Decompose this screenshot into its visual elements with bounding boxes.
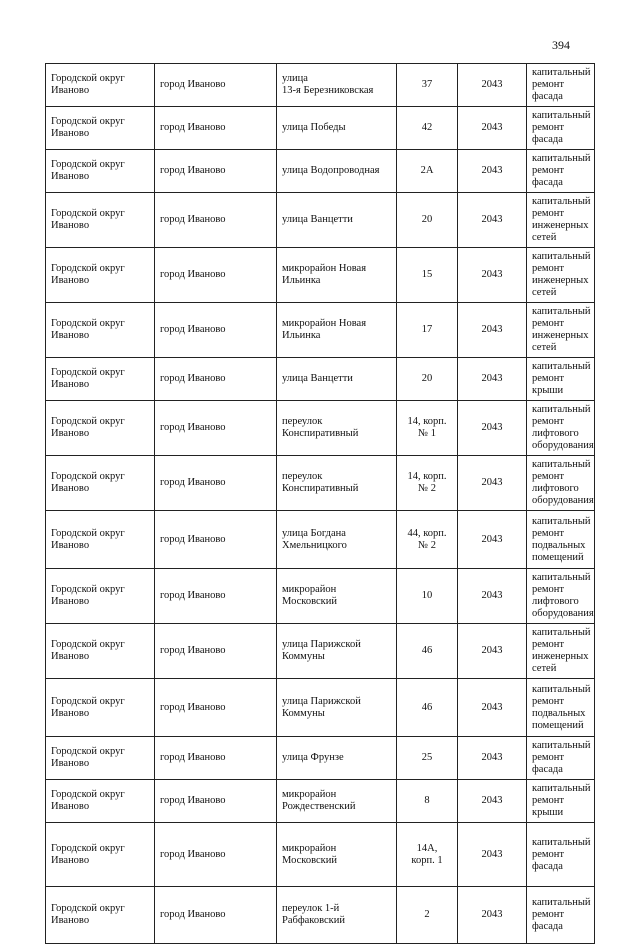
cell-street: улица Парижской Коммуны <box>277 679 397 737</box>
cell-house-number: 25 <box>397 737 458 780</box>
cell-work-type: капитальный ремонт фасада <box>527 107 595 150</box>
cell-district: Городской округ Иваново <box>46 511 155 569</box>
cell-house-number: 2А <box>397 150 458 193</box>
table-row <box>46 511 595 569</box>
cell-year: 2043 <box>458 624 527 679</box>
table-row <box>46 64 595 107</box>
cell-district: Городской округ Иваново <box>46 679 155 737</box>
cell-district: Городской округ Иваново <box>46 569 155 624</box>
table-row <box>46 401 595 456</box>
table-row <box>46 823 595 887</box>
cell-year: 2043 <box>458 456 527 511</box>
cell-district: Городской округ Иваново <box>46 64 155 107</box>
cell-district: Городской округ Иваново <box>46 303 155 358</box>
cell-house-number: 20 <box>397 358 458 401</box>
cell-house-number: 15 <box>397 248 458 303</box>
cell-city: город Иваново <box>155 624 277 679</box>
table-row <box>46 303 595 358</box>
cell-city: город Иваново <box>155 569 277 624</box>
cell-work-type: капитальный ремонт инженерных сетей <box>527 624 595 679</box>
cell-house-number: 14, корп. № 2 <box>397 456 458 511</box>
cell-house-number: 10 <box>397 569 458 624</box>
cell-house-number: 46 <box>397 624 458 679</box>
table-row <box>46 248 595 303</box>
cell-house-number: 42 <box>397 107 458 150</box>
cell-city: город Иваново <box>155 780 277 823</box>
cell-year: 2043 <box>458 823 527 887</box>
table-row <box>46 569 595 624</box>
table-row <box>46 780 595 823</box>
cell-work-type: капитальный ремонт фасада <box>527 64 595 107</box>
cell-district: Городской округ Иваново <box>46 456 155 511</box>
table-row <box>46 358 595 401</box>
table-row <box>46 887 595 944</box>
cell-district: Городской округ Иваново <box>46 248 155 303</box>
cell-work-type: капитальный ремонт инженерных сетей <box>527 303 595 358</box>
cell-district: Городской округ Иваново <box>46 193 155 248</box>
cell-work-type: капитальный ремонт инженерных сетей <box>527 193 595 248</box>
cell-work-type: капитальный ремонт фасада <box>527 737 595 780</box>
cell-street: улица Победы <box>277 107 397 150</box>
cell-city: город Иваново <box>155 511 277 569</box>
cell-street: микрорайон Новая Ильинка <box>277 303 397 358</box>
cell-year: 2043 <box>458 887 527 944</box>
table-row <box>46 150 595 193</box>
cell-city: город Иваново <box>155 737 277 780</box>
cell-year: 2043 <box>458 780 527 823</box>
cell-work-type: капитальный ремонт фасада <box>527 887 595 944</box>
cell-district: Городской округ Иваново <box>46 823 155 887</box>
cell-street: переулок Конспиративный <box>277 456 397 511</box>
cell-year: 2043 <box>458 303 527 358</box>
cell-district: Городской округ Иваново <box>46 780 155 823</box>
cell-city: город Иваново <box>155 401 277 456</box>
cell-house-number: 37 <box>397 64 458 107</box>
cell-street: микрорайон Новая Ильинка <box>277 248 397 303</box>
cell-district: Городской округ Иваново <box>46 401 155 456</box>
cell-street: улица Ванцетти <box>277 193 397 248</box>
cell-year: 2043 <box>458 64 527 107</box>
table-row <box>46 679 595 737</box>
cell-year: 2043 <box>458 401 527 456</box>
cell-house-number: 14А, корп. 1 <box>397 823 458 887</box>
cell-street: улица Богдана Хмельницкого <box>277 511 397 569</box>
cell-street: микрорайон Рождественский <box>277 780 397 823</box>
cell-year: 2043 <box>458 679 527 737</box>
cell-house-number: 46 <box>397 679 458 737</box>
cell-house-number: 44, корп. № 2 <box>397 511 458 569</box>
cell-year: 2043 <box>458 569 527 624</box>
cell-year: 2043 <box>458 193 527 248</box>
cell-work-type: капитальный ремонт инженерных сетей <box>527 248 595 303</box>
cell-street: улица 13-я Березниковская <box>277 64 397 107</box>
cell-work-type: капитальный ремонт лифтового оборудования <box>527 456 595 511</box>
cell-city: город Иваново <box>155 150 277 193</box>
cell-street: улица Ванцетти <box>277 358 397 401</box>
cell-house-number: 14, корп. № 1 <box>397 401 458 456</box>
cell-city: город Иваново <box>155 823 277 887</box>
cell-year: 2043 <box>458 150 527 193</box>
cell-house-number: 8 <box>397 780 458 823</box>
cell-work-type: капитальный ремонт фасада <box>527 823 595 887</box>
cell-city: город Иваново <box>155 358 277 401</box>
cell-year: 2043 <box>458 358 527 401</box>
cell-work-type: капитальный ремонт подвальных помещений <box>527 679 595 737</box>
table-row <box>46 624 595 679</box>
cell-city: город Иваново <box>155 456 277 511</box>
cell-work-type: капитальный ремонт крыши <box>527 780 595 823</box>
cell-city: город Иваново <box>155 887 277 944</box>
cell-city: город Иваново <box>155 107 277 150</box>
table-row <box>46 193 595 248</box>
cell-city: город Иваново <box>155 64 277 107</box>
cell-house-number: 20 <box>397 193 458 248</box>
cell-district: Городской округ Иваново <box>46 107 155 150</box>
cell-city: город Иваново <box>155 248 277 303</box>
cell-city: город Иваново <box>155 193 277 248</box>
cell-street: улица Парижской Коммуны <box>277 624 397 679</box>
cell-district: Городской округ Иваново <box>46 358 155 401</box>
cell-work-type: капитальный ремонт подвальных помещений <box>527 511 595 569</box>
table-row <box>46 107 595 150</box>
repair-schedule-table <box>45 63 595 944</box>
cell-district: Городской округ Иваново <box>46 150 155 193</box>
cell-house-number: 17 <box>397 303 458 358</box>
cell-district: Городской округ Иваново <box>46 887 155 944</box>
cell-work-type: капитальный ремонт фасада <box>527 150 595 193</box>
cell-district: Городской округ Иваново <box>46 624 155 679</box>
page-number: 394 <box>552 38 570 52</box>
cell-work-type: капитальный ремонт крыши <box>527 358 595 401</box>
cell-street: переулок Конспиративный <box>277 401 397 456</box>
cell-street: микрорайон Московский <box>277 823 397 887</box>
cell-city: город Иваново <box>155 303 277 358</box>
cell-year: 2043 <box>458 107 527 150</box>
table-body <box>46 64 595 944</box>
cell-district: Городской округ Иваново <box>46 737 155 780</box>
cell-street: улица Водопроводная <box>277 150 397 193</box>
cell-city: город Иваново <box>155 679 277 737</box>
table-row <box>46 456 595 511</box>
table-row <box>46 737 595 780</box>
cell-year: 2043 <box>458 511 527 569</box>
cell-year: 2043 <box>458 248 527 303</box>
cell-street: микрорайон Московский <box>277 569 397 624</box>
cell-work-type: капитальный ремонт лифтового оборудования <box>527 569 595 624</box>
cell-work-type: капитальный ремонт лифтового оборудования <box>527 401 595 456</box>
cell-house-number: 2 <box>397 887 458 944</box>
cell-street: переулок 1-й Рабфаковский <box>277 887 397 944</box>
cell-year: 2043 <box>458 737 527 780</box>
cell-street: улица Фрунзе <box>277 737 397 780</box>
